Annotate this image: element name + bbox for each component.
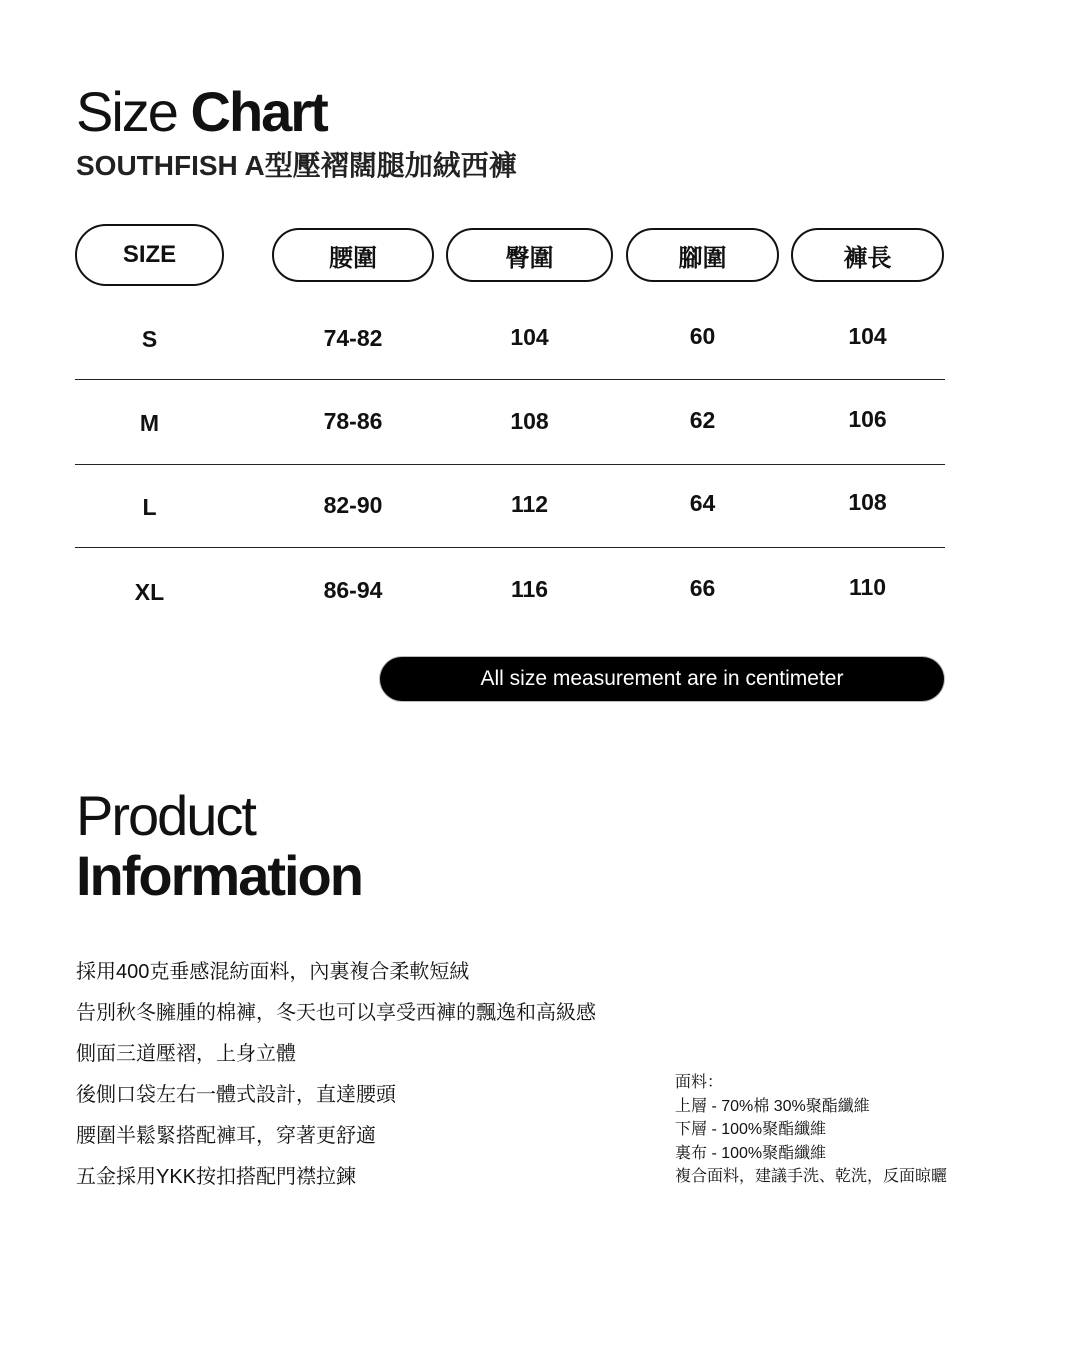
fabric-line: 上層 - 70%棉 30%聚酯纖維: [675, 1097, 870, 1115]
row-m-hem: 62: [689, 407, 716, 433]
fabric-line: 下層 - 100%聚酯纖維: [675, 1121, 827, 1138]
fabric-line: 裏布 - 100%聚酯纖維: [675, 1144, 827, 1162]
row-xl-hip: 116: [510, 576, 549, 602]
row-s-length: 104: [848, 323, 887, 349]
row-l-hip: 112: [510, 491, 549, 517]
feature-item: 後側口袋左右一體式設計，直達腰頭: [76, 1084, 396, 1106]
row-s-waist: 74-82: [323, 325, 383, 351]
row-l-length: 108: [848, 489, 887, 515]
product-name: SOUTHFISH A型壓褶闊腿加絨西褲: [76, 150, 517, 181]
row-xl-size: XL: [134, 579, 165, 605]
feature-item: 告別秋冬臃腫的棉褲，冬天也可以享受西褲的飄逸和高級感: [76, 1002, 596, 1024]
fabric-line: 複合面料，建議手洗、乾洗，反面晾曬: [675, 1168, 948, 1185]
feature-item: 側面三道壓褶，上身立體: [76, 1043, 296, 1065]
fabric-info: [675, 1071, 947, 1189]
row-divider: [75, 464, 945, 465]
size-chart-title: [76, 80, 327, 144]
header-waist: 腰圍: [272, 228, 434, 282]
row-xl-hem: 66: [689, 575, 716, 601]
row-xl-waist: 86-94: [323, 577, 383, 603]
row-s-hip: 104: [510, 324, 549, 350]
product-info-title-bold: Information: [76, 844, 362, 907]
header-length: 褲長: [791, 228, 944, 282]
row-l-hem: 64: [689, 490, 716, 516]
feature-item: 採用400克垂感混紡面料，內裏複合柔軟短絨: [76, 961, 470, 983]
row-m-hip: 108: [510, 408, 549, 434]
product-info-title: [76, 786, 362, 906]
measurement-note: All size measurement are in centimeter: [380, 657, 944, 701]
row-l-waist: 82-90: [323, 492, 383, 518]
header-size: SIZE: [75, 224, 224, 286]
size-chart-title-light: Size: [76, 80, 177, 143]
row-m-size: M: [139, 410, 160, 436]
row-s-size: S: [141, 326, 158, 352]
row-divider: [75, 547, 945, 548]
feature-list: [76, 952, 596, 1198]
row-l-size: L: [142, 494, 157, 520]
row-m-waist: 78-86: [323, 408, 383, 434]
row-xl-length: 110: [848, 574, 887, 600]
size-chart-title-bold: Chart: [190, 80, 327, 143]
header-hip: 臀圍: [446, 228, 613, 282]
product-info-title-light: Product: [76, 784, 255, 847]
feature-item: 腰圍半鬆緊搭配褲耳，穿著更舒適: [76, 1125, 376, 1147]
row-m-length: 106: [848, 406, 887, 432]
feature-item: 五金採用YKK按扣搭配門襟拉鍊: [76, 1166, 357, 1188]
row-divider: [75, 379, 945, 380]
header-hem: 腳圍: [626, 228, 779, 282]
fabric-label: 面料：: [675, 1074, 724, 1091]
row-s-hem: 60: [689, 323, 716, 349]
